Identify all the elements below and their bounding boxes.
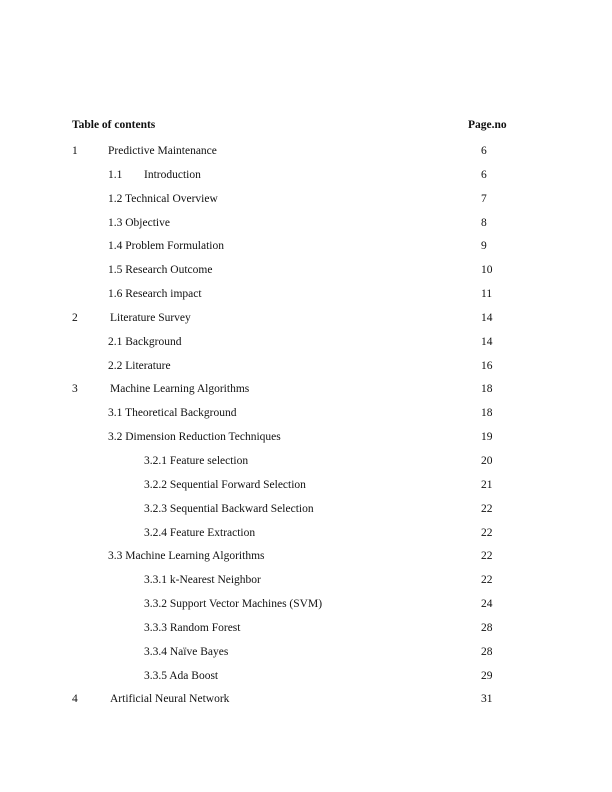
entry-page: 22 [481, 502, 493, 515]
toc-entry-3-3[interactable] [72, 548, 542, 572]
entry-page: 18 [481, 383, 493, 396]
toc-entry-3-2-3[interactable] [72, 501, 542, 525]
entry-page: 29 [481, 669, 493, 682]
toc-entry-1-2[interactable] [72, 191, 542, 215]
toc-list [72, 143, 542, 715]
entry-page: 22 [481, 574, 493, 587]
toc-entry-3-3-5[interactable] [72, 668, 542, 692]
entry-page: 21 [481, 478, 493, 491]
toc-entry-3-2-2[interactable] [72, 477, 542, 501]
toc-entry-chapter-1[interactable] [72, 143, 542, 167]
entry-page: 22 [481, 550, 493, 563]
entry-label: Introduction [144, 168, 201, 181]
toc-title: Table of contents [72, 119, 156, 131]
entry-label: 3.3.4 Naïve Bayes [144, 645, 229, 658]
entry-page: 28 [481, 621, 493, 634]
entry-label: 3.2.4 Feature Extraction [144, 526, 256, 539]
chapter-number: 2 [72, 311, 78, 324]
entry-label: 3.3.5 Ada Boost [144, 669, 219, 682]
entry-label: 3.2 Dimension Reduction Techniques [108, 431, 281, 444]
entry-label: 3.3 Machine Learning Algorithms [108, 550, 265, 563]
chapter-number: 3 [72, 383, 78, 396]
entry-label: 1.2 Technical Overview [108, 192, 218, 205]
toc-entry-1-6[interactable] [72, 286, 542, 310]
entry-page: 18 [481, 407, 493, 420]
entry-label: 1.6 Research impact [108, 288, 202, 301]
entry-label: Literature Survey [110, 311, 191, 324]
entry-page: 19 [481, 431, 493, 444]
toc-entry-3-2-4[interactable] [72, 525, 542, 549]
entry-page: 14 [481, 311, 493, 324]
toc-entry-1-4[interactable] [72, 238, 542, 262]
entry-label: 3.3.2 Support Vector Machines (SVM) [144, 598, 323, 611]
page-number-heading: Page.no [468, 119, 507, 131]
entry-label: 3.2.1 Feature selection [144, 454, 249, 467]
entry-label: 3.3.3 Random Forest [144, 621, 241, 634]
toc-entry-1-5[interactable] [72, 262, 542, 286]
entry-label: 3.3.1 k-Nearest Neighbor [144, 574, 261, 587]
entry-label: 2.1 Background [108, 335, 182, 348]
section-number: 1.1 [108, 168, 123, 181]
toc-entry-3-3-1[interactable] [72, 572, 542, 596]
entry-page: 24 [481, 598, 493, 611]
toc-entry-chapter-2[interactable] [72, 310, 542, 334]
entry-page: 6 [481, 145, 487, 157]
entry-page: 9 [481, 240, 487, 253]
entry-page: 16 [481, 359, 493, 372]
entry-label: 1.5 Research Outcome [108, 264, 213, 277]
entry-label: 3.2.3 Sequential Backward Selection [144, 502, 314, 515]
entry-label: Predictive Maintenance [108, 145, 217, 157]
toc-entry-3-3-3[interactable] [72, 620, 542, 644]
toc-entry-2-1[interactable] [72, 334, 542, 358]
toc-entry-3-3-2[interactable] [72, 596, 542, 620]
entry-label: 2.2 Literature [108, 359, 171, 372]
entry-label: 3.2.2 Sequential Forward Selection [144, 478, 306, 491]
entry-page: 20 [481, 454, 493, 467]
entry-page: 14 [481, 335, 493, 348]
entry-page: 7 [481, 192, 487, 205]
entry-page: 6 [481, 168, 487, 181]
entry-page: 28 [481, 645, 493, 658]
chapter-number: 4 [72, 693, 78, 706]
toc-entry-1-3[interactable] [72, 215, 542, 239]
toc-entry-chapter-3[interactable] [72, 381, 542, 405]
entry-label: Machine Learning Algorithms [110, 383, 250, 396]
entry-label: 1.3 Objective [108, 216, 170, 229]
chapter-number: 1 [72, 145, 78, 157]
toc-entry-3-2-1[interactable] [72, 453, 542, 477]
toc-entry-3-2[interactable] [72, 429, 542, 453]
entry-label: 3.1 Theoretical Background [108, 407, 237, 420]
entry-label: 1.4 Problem Formulation [108, 240, 224, 253]
toc-header [72, 119, 542, 135]
entry-label: Artificial Neural Network [110, 693, 230, 706]
entry-page: 8 [481, 216, 487, 229]
entry-page: 11 [481, 288, 493, 301]
toc-entry-1-1[interactable] [72, 167, 542, 191]
entry-page: 10 [481, 264, 493, 277]
toc-entry-3-3-4[interactable] [72, 644, 542, 668]
toc-entry-3-1[interactable] [72, 405, 542, 429]
toc-entry-chapter-4[interactable] [72, 691, 542, 715]
entry-page: 31 [481, 693, 493, 706]
entry-page: 22 [481, 526, 493, 539]
toc-entry-2-2[interactable] [72, 358, 542, 382]
